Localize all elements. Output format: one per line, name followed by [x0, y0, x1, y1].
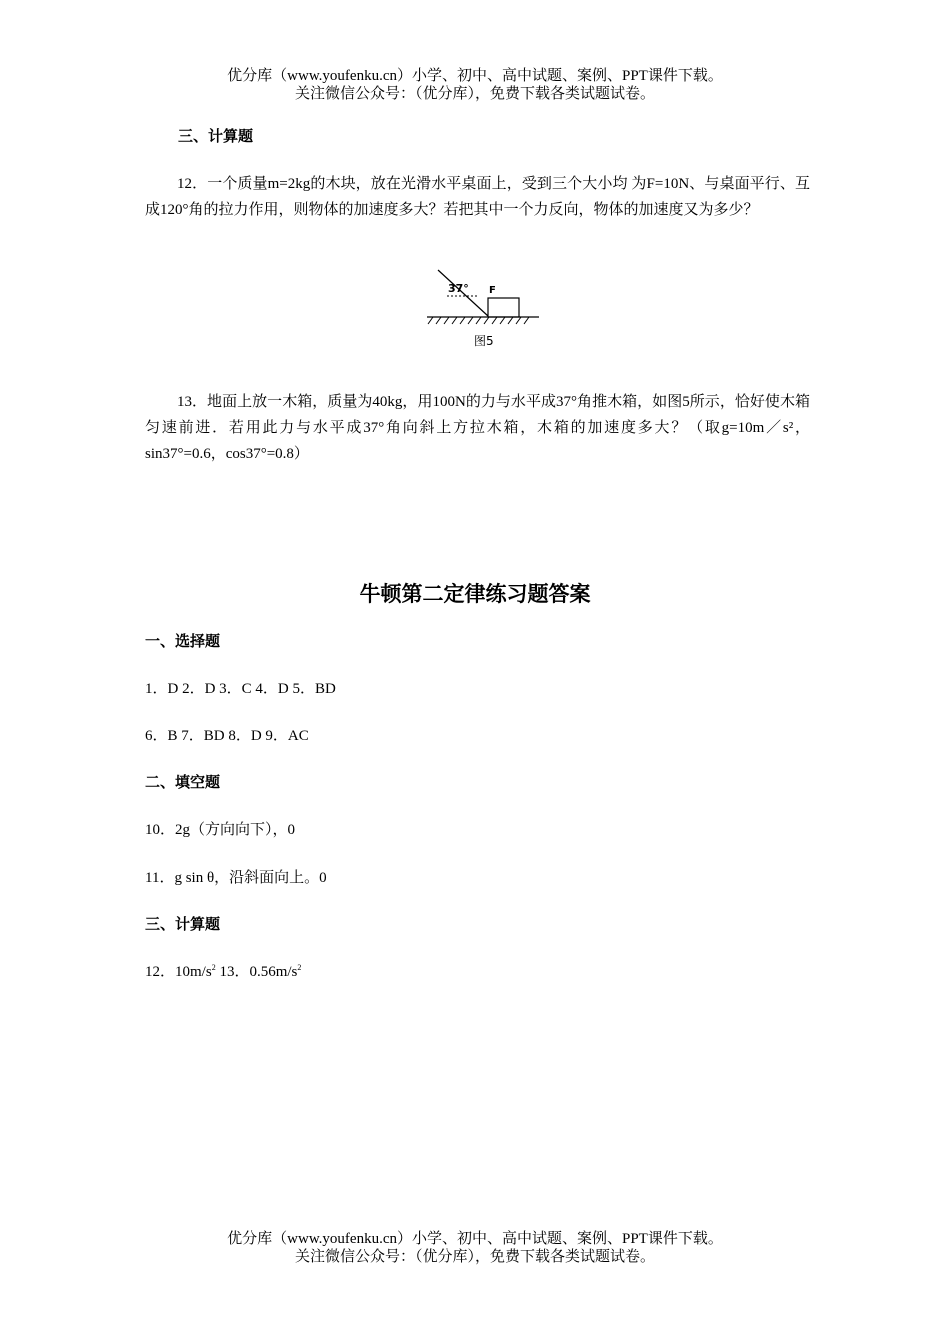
- question-12: 12．一个质量m=2kg的木块，放在光滑水平桌面上，受到三个大小均 为F=10N、与桌面平行、互成120°角的拉力作用，则物体的加速度多大？若把其中一个力反向，物体的加速度又为多少？: [145, 176, 810, 218]
- answers-line-1: 1．D 2．D 3．C 4．D 5．BD: [145, 681, 336, 697]
- answers-line-2: 6．B 7．BD 8．D 9．AC: [145, 728, 309, 744]
- page-footer: [0, 1230, 950, 1266]
- answer-12-exponent: 2: [211, 963, 216, 972]
- angle-label: 37°: [448, 282, 469, 295]
- answer-13: 13．0.56m/s: [215, 964, 298, 980]
- header-line-1: 优分库（www.youfenku.cn）小学、初中、高中试题、案例、PPT课件下载。: [227, 68, 723, 84]
- answers-title: 牛顿第二定律练习题答案: [359, 582, 591, 606]
- page-header: [0, 67, 950, 103]
- figure-5: [425, 268, 545, 352]
- footer-line-2: 关注微信公众号：（优分库），免费下载各类试题试卷。: [294, 1249, 655, 1265]
- force-label: F: [489, 285, 496, 296]
- figure-caption: 图5: [474, 334, 494, 348]
- ground-hatching: [428, 317, 529, 324]
- answers-line-4: 11．g sin θ，沿斜面向上。0: [145, 870, 327, 886]
- question-13: 13．地面上放一木箱，质量为40kg，用100N的力与水平成37°角推木箱，如图5所示，恰好使木箱匀速前进．若用此力与水平成37°角向斜上方拉木箱，木箱的加速度多大？（取g=10m／s²，sin37°=0.6，cos37°=0.8）: [145, 394, 810, 462]
- footer-line-1: 优分库（www.youfenku.cn）小学、初中、高中试题、案例、PPT课件下载。: [227, 1231, 723, 1247]
- answer-13-exponent: 2: [297, 963, 302, 972]
- section-heading-calculation: 三、计算题: [178, 129, 254, 145]
- answers-line-5: [145, 962, 301, 982]
- header-line-2: 关注微信公众号：（优分库），免费下载各类试题试卷。: [294, 86, 655, 102]
- answers-section-fill: 二、填空题: [145, 775, 221, 791]
- answers-section-choice: 一、选择题: [145, 634, 221, 650]
- wooden-box: [488, 298, 519, 317]
- answers-line-3: 10．2g（方向向下），0: [145, 822, 296, 838]
- answer-12: 12．10m/s: [145, 964, 212, 980]
- figure-5-diagram: [425, 268, 545, 352]
- answers-section-calculation: 三、计算题: [145, 917, 221, 933]
